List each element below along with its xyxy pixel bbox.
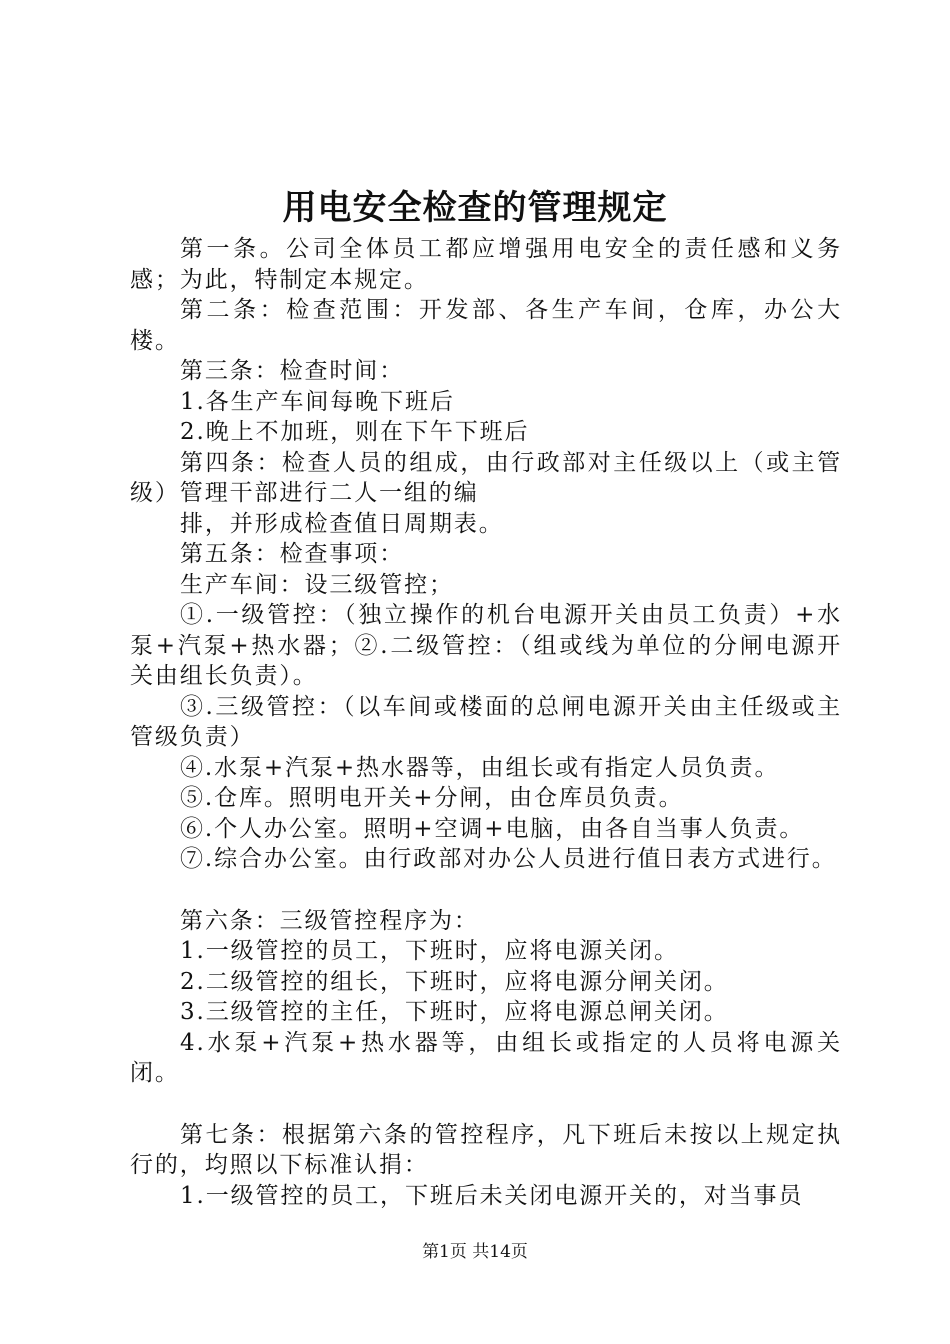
paragraph-article-4: 第四条：检查人员的组成，由行政部对主任级以上（或主管级）管理干部进行二人一组的编 xyxy=(130,449,842,506)
paragraph-article-6: 第六条：三级管控程序为： xyxy=(180,907,479,934)
paragraph-item: 2.二级管控的组长，下班时，应将电源分闸关闭。 xyxy=(180,968,729,995)
paragraph-item: ③.三级管控：（以车间或楼面的总闸电源开关由主任级或主管级负责） xyxy=(130,693,842,750)
page-number-footer: 第1页 共14页 xyxy=(422,1242,528,1262)
paragraph-item: 2.晚上不加班，则在下午下班后 xyxy=(180,419,530,445)
paragraph-item: 1.各生产车间每晚下班后 xyxy=(180,388,455,415)
document-body xyxy=(130,234,842,1211)
paragraph-article-7: 第七条：根据第六条的管控程序，凡下班后未按以上规定执行的，均照以下标准认捐： xyxy=(130,1121,842,1178)
paragraph-article-3: 第三条：检查时间： xyxy=(180,358,405,384)
paragraph-item: 1.一级管控的员工，下班后未关闭电源开关的，对当事员 xyxy=(180,1182,804,1209)
paragraph-item: 生产车间：设三级管控； xyxy=(180,571,454,598)
paragraph-item: ①.一级管控：（独立操作的机台电源开关由员工负责）+水泵+汽泵+热水器；②.二级管控：（组或线为单位的分闸电源开关由组长负责）。 xyxy=(130,602,842,689)
paragraph-item: ⑤.仓库。照明电开关+分闸，由仓库员负责。 xyxy=(180,785,684,811)
paragraph-article-5: 第五条：检查事项： xyxy=(180,541,405,567)
paragraph-item: ④.水泵+汽泵+热水器等，由组长或有指定人员负责。 xyxy=(180,754,780,781)
paragraph-article-2: 第二条：检查范围：开发部、各生产车间，仓库，办公大楼。 xyxy=(130,297,842,354)
paragraph-item: 3.三级管控的主任，下班时，应将电源总闸关闭。 xyxy=(180,999,729,1025)
document-title: 用电安全检查的管理规定 xyxy=(282,188,668,228)
paragraph-continuation: 排，并形成检查值日周期表。 xyxy=(180,510,504,537)
paragraph-item: 4.水泵+汽泵+热水器等，由组长或指定的人员将电源关闭。 xyxy=(130,1029,842,1086)
paragraph-item: ⑦.综合办公室。由行政部对办公人员进行值日表方式进行。 xyxy=(180,846,837,872)
paragraph-item: 1.一级管控的员工，下班时，应将电源关闭。 xyxy=(180,938,679,964)
paragraph-item: ⑥.个人办公室。照明+空调+电脑，由各自当事人负责。 xyxy=(180,815,805,842)
paragraph-article-1: 第一条。公司全体员工都应增强用电安全的责任感和义务感；为此，特制定本规定。 xyxy=(130,236,842,293)
